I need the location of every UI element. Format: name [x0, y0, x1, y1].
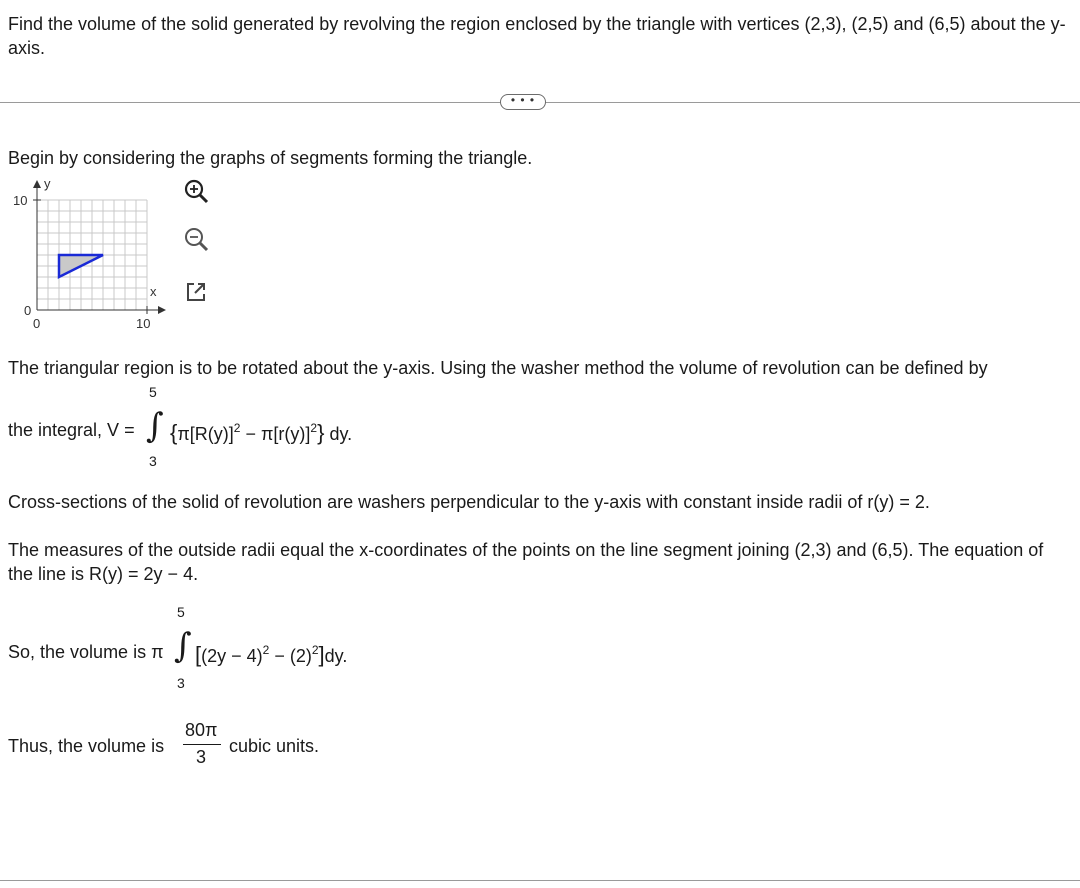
popout-icon[interactable] — [182, 278, 210, 306]
x-axis-arrow — [158, 306, 166, 314]
answer-denominator: 3 — [196, 747, 207, 767]
answer-prefix: Thus, the volume is — [8, 736, 165, 756]
answer-suffix: cubic units. — [229, 736, 320, 756]
answer-numerator: 80π — [185, 720, 218, 740]
bracket-close: ] — [318, 642, 325, 667]
integral1-prefix: the integral, V = — [8, 420, 135, 440]
y-bottom-tick-label: 0 — [24, 303, 32, 318]
step3-text: Cross-sections of the solid of revolution are washers perpendicular to the y-axis with constant inside radii of r(y) = 2. — [8, 492, 930, 512]
x-axis-label: x — [150, 284, 157, 299]
step4-text: The measures of the outside radii equal the x-coordinates of the points on the line segment joining (2,3) and (6,5). The equation of the line is R(y) = 2y − 4. — [8, 540, 1044, 584]
integral2-lower-limit: 3 — [177, 675, 185, 691]
integral1-upper-limit: 5 — [149, 384, 157, 400]
minus-sign: − — [240, 424, 261, 444]
integral1-lower-limit: 3 — [149, 453, 157, 469]
zoom-out-icon[interactable] — [182, 226, 210, 254]
integral1-integrand — [170, 420, 352, 446]
inner-term: (2) — [289, 646, 312, 666]
exponent: 2 — [262, 643, 270, 657]
x-left-tick-label: 0 — [33, 316, 41, 331]
integral-sign: ∫ — [146, 406, 164, 446]
exponent: 2 — [310, 421, 318, 435]
bottom-divider — [0, 880, 1080, 881]
fraction-bar — [183, 744, 221, 745]
zoom-in-icon[interactable] — [182, 178, 210, 206]
differential: dy. — [324, 646, 348, 666]
outer-term: (2y − 4) — [201, 646, 263, 666]
integral-sign: ∫ — [174, 626, 192, 666]
graph-axes — [33, 186, 160, 314]
y-axis-arrow — [33, 180, 41, 188]
y-top-tick-label: 10 — [13, 193, 28, 208]
brace-close: } — [317, 420, 325, 445]
bracket-open: [ — [195, 642, 202, 667]
integral2-prefix: So, the volume is π — [8, 642, 164, 662]
inner-term: π[r(y)] — [260, 424, 311, 444]
differential: dy. — [329, 424, 353, 444]
integral2-integrand — [195, 642, 347, 668]
x-right-tick-label: 10 — [136, 316, 151, 331]
step2-text: The triangular region is to be rotated about the y-axis. Using the washer method the volume of revolution can be defined by — [8, 358, 988, 378]
question-text: Find the volume of the solid generated by revolving the region enclosed by the triangle with vertices (2,3), (2,5) and (6,5) about the y-axis. — [8, 14, 1066, 58]
brace-open: { — [170, 420, 178, 445]
integral2-upper-limit: 5 — [177, 604, 185, 620]
expand-button[interactable]: • • • — [500, 94, 546, 110]
step1-text: Begin by considering the graphs of segments forming the triangle. — [8, 148, 533, 168]
y-axis-label: y — [44, 176, 51, 191]
triangle-graph[interactable] — [0, 176, 175, 336]
outer-term: π[R(y)] — [177, 424, 234, 444]
exponent: 2 — [233, 421, 241, 435]
minus-sign: − — [269, 646, 290, 666]
exponent: 2 — [311, 643, 319, 657]
